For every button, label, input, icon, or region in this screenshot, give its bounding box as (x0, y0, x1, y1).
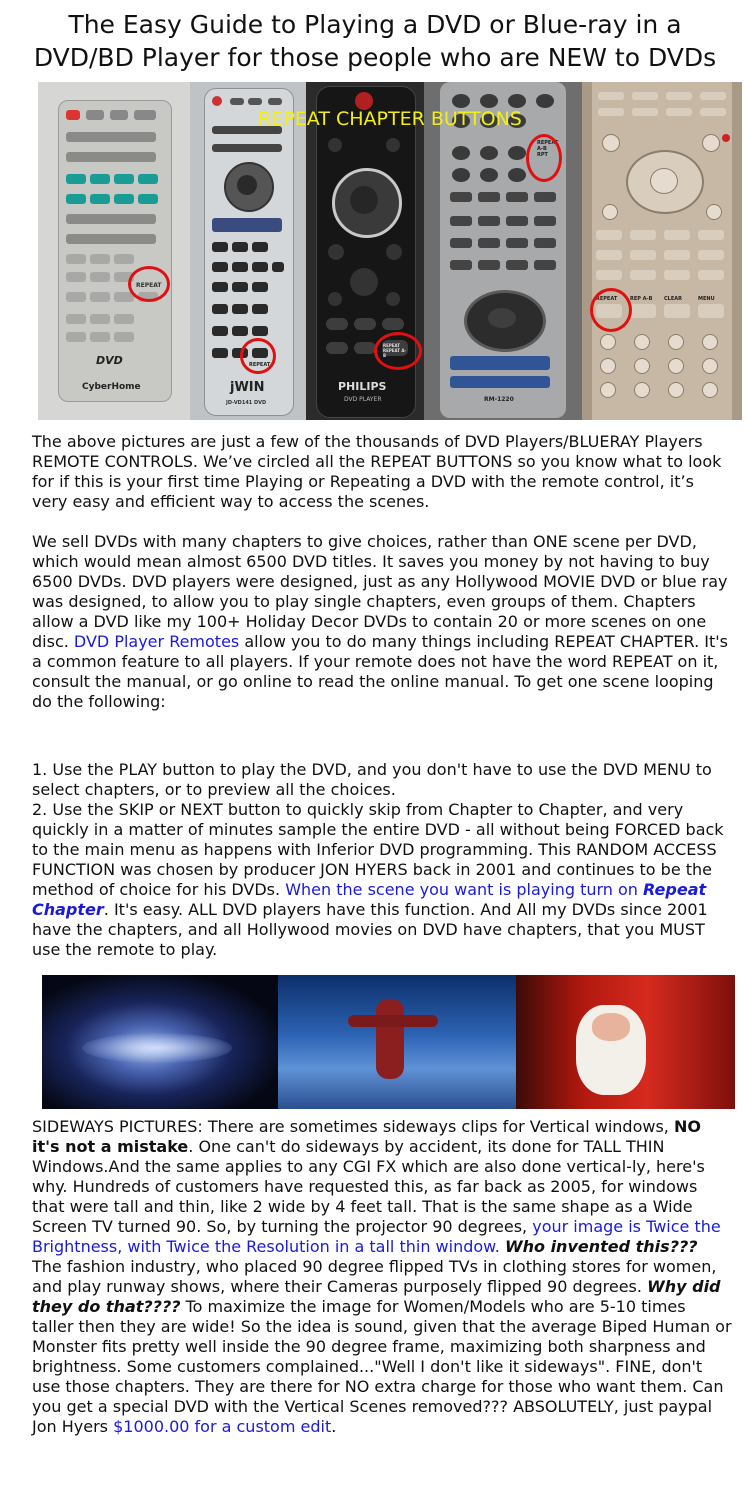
remote-jwin (190, 82, 306, 420)
repeat-label-1: REPEAT (136, 282, 162, 289)
repeat-circle-4 (526, 134, 562, 182)
step-1: 1. Use the PLAY button to play the DVD, and you don't have to use the DVD MENU to select chapters, or to preview all the choices. (32, 760, 712, 799)
monster-scene-photo (278, 975, 516, 1109)
clear-label-5: CLEAR (664, 296, 682, 302)
jwin-model: JD-VD141 DVD (226, 400, 267, 406)
repeat-circle-2 (240, 338, 276, 374)
step-2-text: 2. Use the SKIP or NEXT button to quickly skip from Chapter to Chapter, and very quickly in a matter of minutes sample the entire DVD - all without being FORCED back to the main menu as happens with Inferior DVD programming. This RANDOM ACCESS FUNCTION was chosen by producer JON HYERS back in 2001 and continues to be the method of choice for his DVDs. (32, 800, 724, 899)
brightness-link[interactable]: your image is Twice the Brightness, with Twice the Resolution in a tall thin window. (32, 1217, 721, 1256)
remote-beige (582, 82, 742, 420)
dvd-player-remotes-link[interactable]: DVD Player Remotes (73, 632, 240, 651)
dvd-logo: DVD (96, 354, 123, 367)
repeat-chapter-caption: REPEAT CHAPTER BUTTONS (258, 108, 522, 130)
brand-philips: PHILIPS (338, 380, 387, 393)
ghost-scene-photo (42, 975, 278, 1109)
repeat-circle-5 (590, 288, 632, 332)
repeat-circle-3 (374, 332, 422, 370)
intro-p2-text: We sell DVDs with many chapters to give choices, rather than ONE scene per DVD, which would mean almost 6500 DVD titles. It saves you money by not having to buy 6500 DVDs. DVD players were designed, just as any Hollywood MOVIE DVD or blue ray was designed, to allow you to play single chapters, even groups of them. Chapters allow a DVD like my 100+ Holiday Decor DVDs to contain 20 or more scenes on one disc. (32, 532, 728, 651)
remote-philips (306, 82, 424, 420)
repeat-label-2: REPEAT (249, 362, 271, 368)
title-line-1: The Easy Guide to Playing a DVD or Blue-ray in a (68, 10, 682, 39)
intro-paragraph-2 (32, 532, 732, 712)
title-line-2: DVD/BD Player for those people who are NEW to DVDs (33, 43, 717, 72)
not-a-mistake-text: NO it's not a mistake (32, 1117, 701, 1156)
menu-label-5: MENU (698, 296, 715, 302)
repeat-label-5: REPEAT (596, 296, 618, 302)
intro-p2-text-end: allow you to do many things including REPEAT CHAPTER. It's a common feature to all players. If your remote does not have the word REPEAT on it, consult the manual, or go online to read the online manual. To get one scene looping do the following: (32, 632, 728, 711)
sideways-paragraph: SIDEWAYS PICTURES: There are sometimes sideways clips for Vertical windows, NO it's not a mistake. One can't do sideways by accident, its done for TALL THIN Windows.And the same applies to any CGI FX which are also done vertical-ly, here's why. Hundreds of customers have requested this, as far back as 2005, for windows that were tall and thin, like 2 wide by 4 feet tall. That is the same shape as a Wide Screen TV turned 90. So, by turning the projector 90 degrees, your image is Twice the Brightness, with Twice the Resolution in a tall thin window. Who invented this??? The fashion industry, who placed 90 degree flipped TVs in clothing stores for women, and play runway shows, where their Cameras purposely flipped 90 degrees. Why did they do that???? To maximize the image for Women/Models who are 5-10 times taller then they are wide! So the idea is sound, given that the average Biped Human or Monster fits pretty well inside the 90 degree frame, maximizing both sharpness and brightness. Some customers complained..."Well I don't like it sideways". FINE, don't use those chapters. They are there for NO extra charge for those who want them. Can you get a special DVD with the Vertical Scenes removed??? ABSOLUTELY, just paypal Jon Hyers $1000.00 for a custom edit. (32, 1117, 732, 1436)
why-did-they-text: Why did they do that???? (32, 1277, 721, 1316)
repeat-circle-1 (128, 266, 170, 302)
santa-scene-photo (516, 975, 735, 1109)
philips-subtitle: DVD PLAYER (344, 396, 382, 403)
sample-scenes-image (42, 975, 735, 1109)
brand-jwin: jWIN (230, 380, 265, 395)
steps-section (32, 760, 732, 960)
intro-paragraph-1: The above pictures are just a few of the thousands of DVD Players/BLUERAY Players REMOTE CONTROLS. We’ve circled all the REPEAT BUTTONS so you know what to look for if this is your first time Playing or Repeating a DVD with the remote control, it’s very easy and efficient way to access the scenes. (32, 432, 722, 511)
repeat-label-4: REPEAT A-B RPT (537, 140, 559, 158)
custom-edit-link[interactable]: $1000.00 for a custom edit (113, 1417, 332, 1436)
repeat-chapter-link[interactable]: When the scene you want is playing turn on Repeat Chapter (32, 880, 707, 919)
brand-cyberhome: CyberHome (82, 382, 141, 392)
rm1220-model: RM-1220 (484, 396, 514, 403)
intro-section (32, 432, 732, 712)
repeat-ab-label-5: REP A-B (630, 296, 653, 302)
remote-rm1220 (424, 82, 582, 420)
step-2 (32, 800, 732, 960)
remote-cyberhome (38, 82, 190, 420)
who-invented-text: Who invented this??? (504, 1237, 698, 1256)
remote-controls-image (38, 82, 742, 420)
step-2-text-end: . It's easy. ALL DVD players have this function. And All my DVDs since 2001 have the chapters, and all Hollywood movies on DVD have chapters, that you MUST use the remote to play. (32, 900, 708, 959)
page-title (0, 8, 750, 74)
sideways-section (32, 1117, 732, 1437)
repeat-label-3: REPEAT REPEAT A-B (383, 343, 407, 358)
